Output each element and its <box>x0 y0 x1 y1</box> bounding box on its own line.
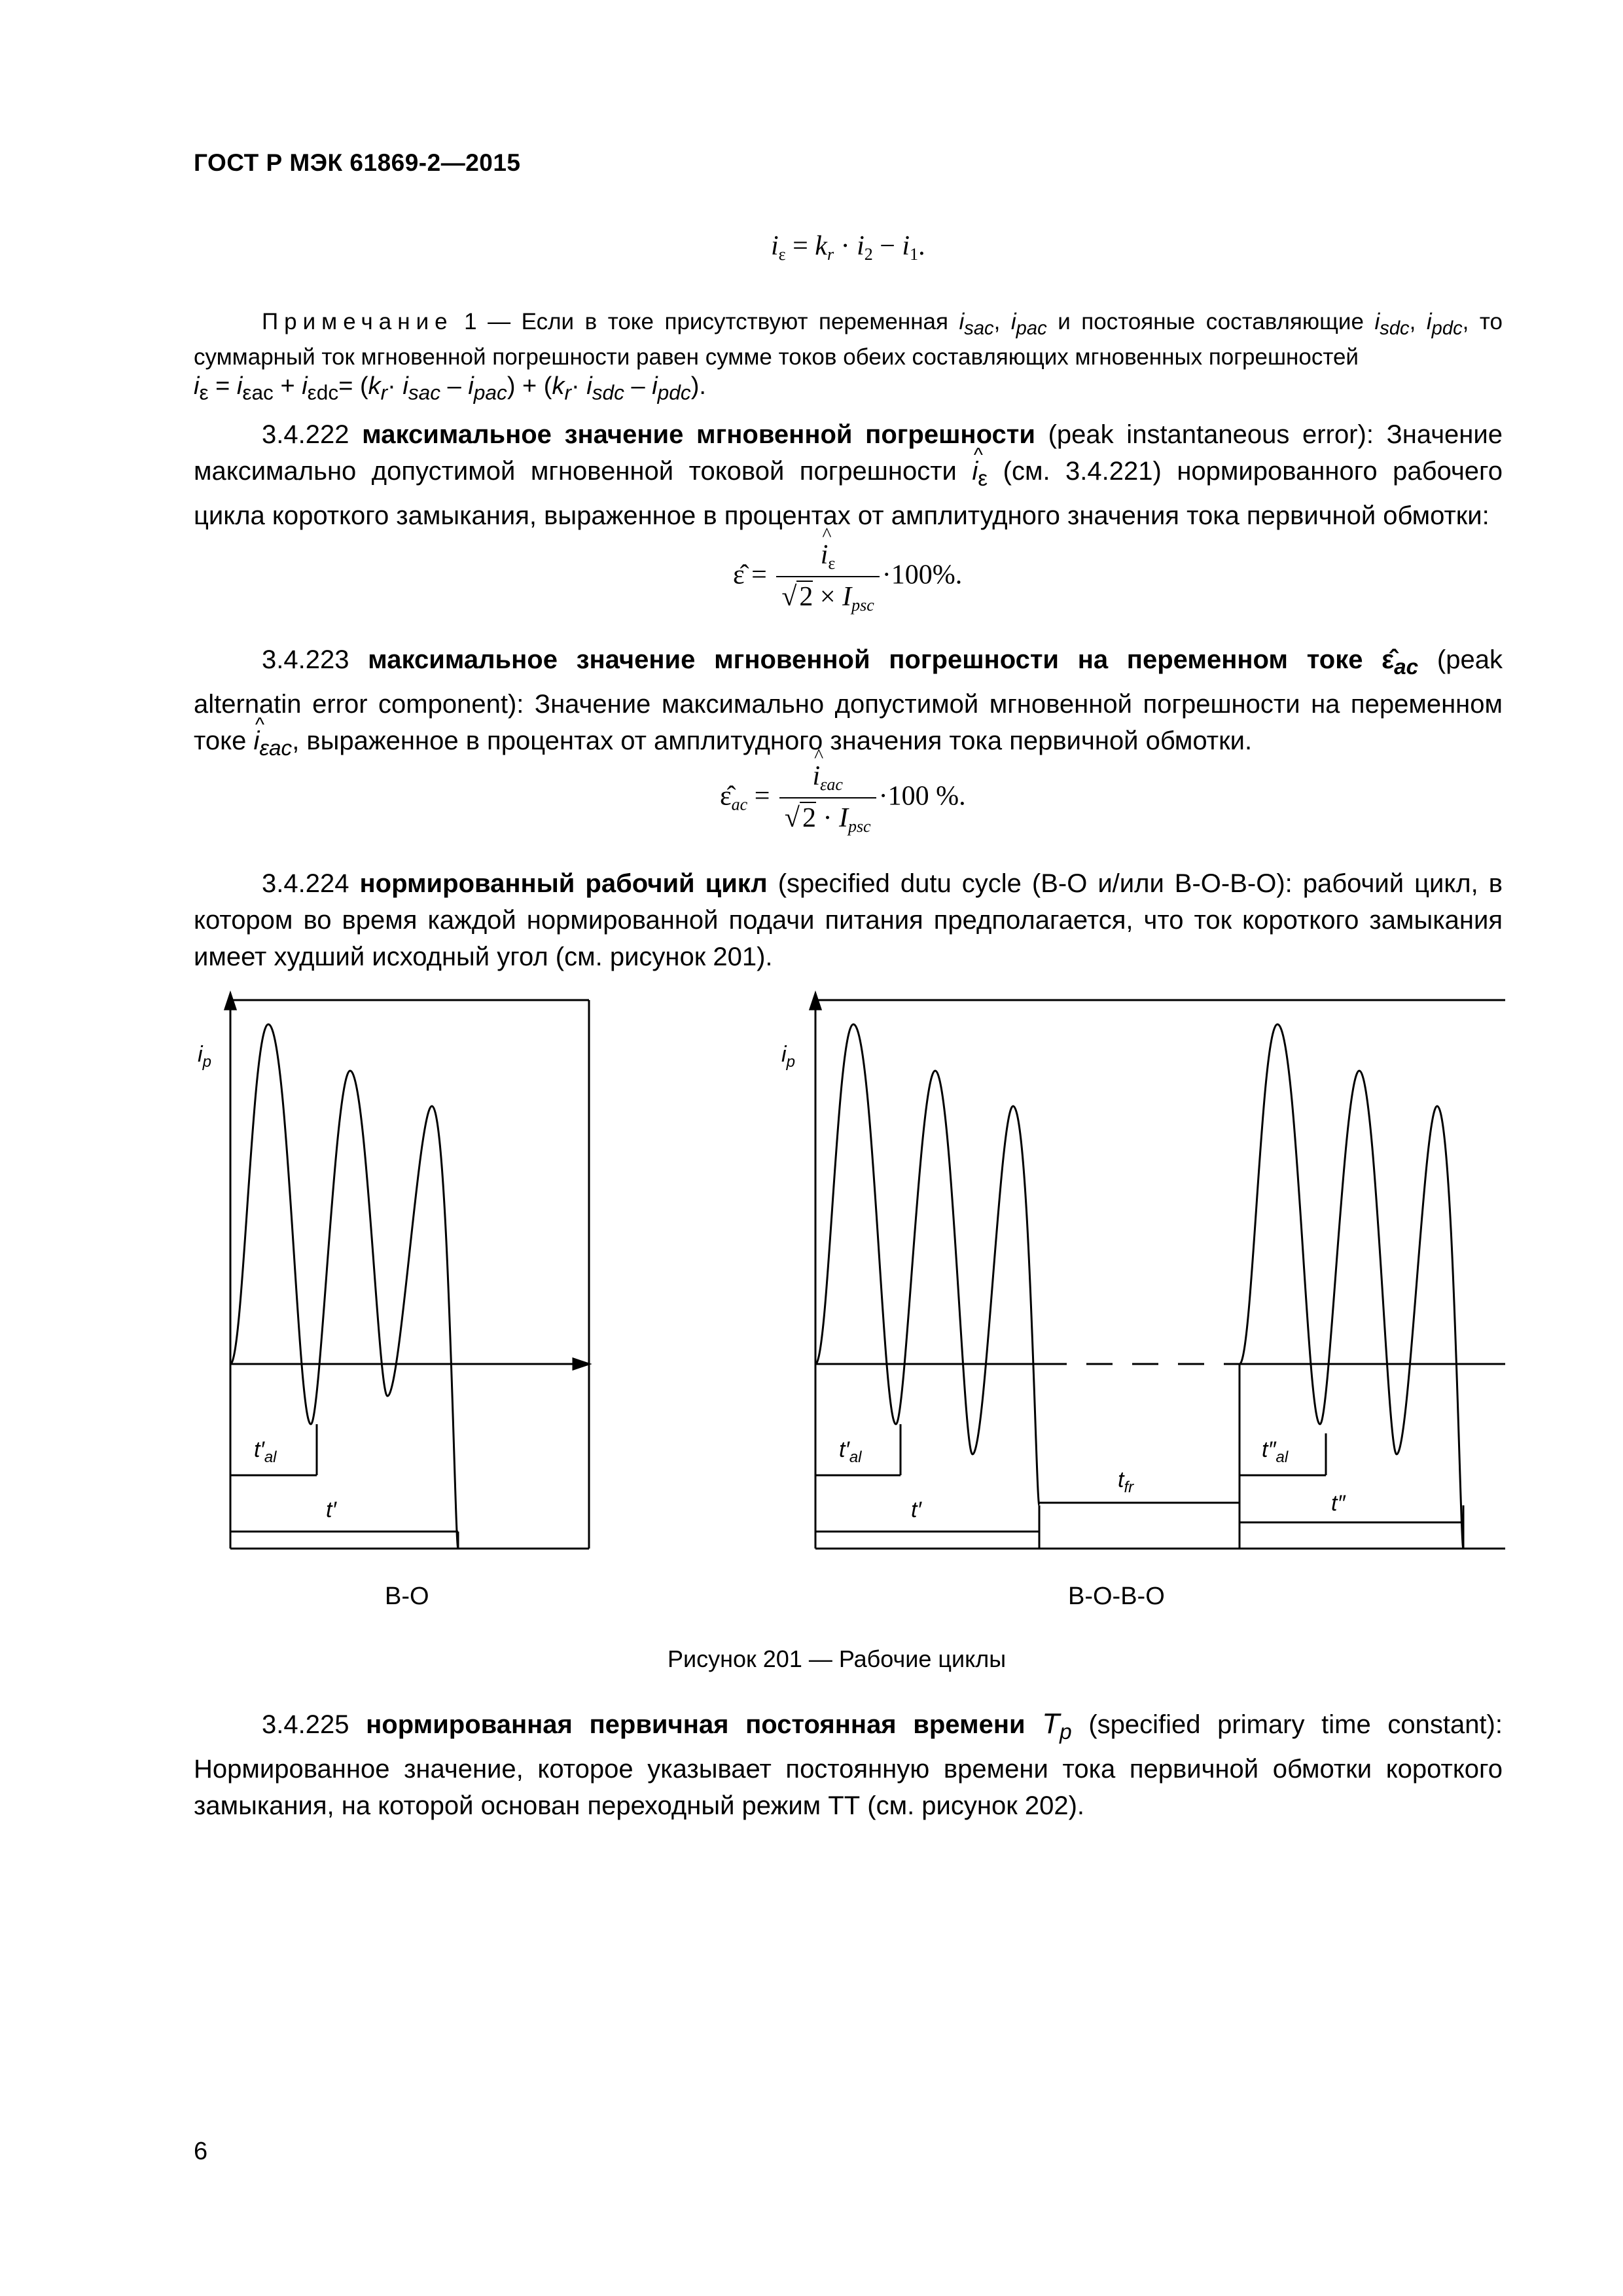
section-text-a: Значение максимально допустимой мгновенной погрешности на переменном токе <box>194 690 1503 755</box>
section-number: 3.4.225 <box>262 1710 349 1739</box>
formula-tail: ·100 %. <box>878 781 966 812</box>
section-3-4-225: 3.4.225 нормированная первичная постоянная времени $T_p$ (specified primary time constant): Нормированное значение, которое указывает постоянную времени тока первичной обмотки короткого замыкания, на которой основан переходный режим ТТ (см. рисунок 202). <box>194 1708 1503 1820</box>
label-t-al-left: $t'_{al}$ <box>254 1437 277 1466</box>
note-text-b: и постояные составляющие <box>1046 309 1375 334</box>
y-arrow-right <box>810 994 821 1009</box>
section-text-b: (см. 3.4.221) нормированного рабочего цикла короткого замыкания, выраженное в процентах от амплитудного значения тока первичной обмотки: <box>194 457 1503 530</box>
note-formula: $i_\varepsilon = i_{\varepsilon ac} + i_{\varepsilon dc}= (k_r\cdot i_{sac} - i_{pac}) + (k_r\cdot i_{sdc} - i_{pdc})$. <box>194 372 706 404</box>
label-t-prime-left: t′ <box>326 1498 336 1522</box>
formula-peak-ac-error: $\varepsilon̂_{ac}$ = ^ $\frac{i_{\varepsilon ac}}{√2 \cdot I_{psc}}$ ·100 %. <box>720 761 966 836</box>
term-english: (specified primary time constant): <box>1088 1710 1503 1739</box>
section-3-4-222: 3.4.222 максимальное значение мгновенной погрешности (peak instantaneous error): Значение максимально допустимой мгновенной токовой погрешности ^ $i_\varepsilon$ (см. 3.4.221) нормированного рабочего цикла короткого замыкания, выраженное в процентах от амплитудного значения тока первичной обмотки: <box>194 416 1503 534</box>
section-text-a: Значение максимально допустимой мгновенной токовой погрешности <box>194 420 1503 486</box>
section-number: 3.4.224 <box>262 869 349 898</box>
figure-caption: Рисунок 201 — Рабочие циклы <box>668 1645 1007 1672</box>
section-3-4-223: 3.4.223 максимальное значение мгновенной погрешности на переменном токе $\varepsilon̂_{ac}$ (peak alternatin error component): Значение максимально допустимой мгновенной погрешности на переменном токе ^ $i_{\varepsilon ac}$, выраженное в процентах от амплитудного значения тока первичной обмотки. <box>194 641 1503 767</box>
term: нормированный рабочий цикл <box>359 869 768 898</box>
label-t-prime-right: t′ <box>911 1498 921 1522</box>
x-arrow-left <box>573 1359 589 1369</box>
section-text: Нормированное значение, которое указывает постоянную времени тока первичной обмотки короткого замыкания, на которой основан переходный режим ТТ (см. рисунок 202). <box>194 1755 1503 1820</box>
label-t-al2: $t''_{al}$ <box>1262 1437 1289 1466</box>
note-text-c: то суммарный ток мгновенной погрешности равен сумме токов обеих составляющих мгновенных погрешностей <box>194 309 1503 370</box>
figure-left-label: В-О <box>385 1583 429 1610</box>
term-symbol: T <box>1042 1708 1060 1740</box>
formula-peak-error: ε̂ = ^ $\frac{i_\varepsilon}{√2 \times I_{psc}}$ ·100%. <box>733 539 962 615</box>
section-text: рабочий цикл, в котором во время каждой нормированной подачи питания предполагается, что ток короткого замыкания имеет худший исходный угол (см. рисунок 201). <box>194 869 1503 971</box>
formula-instant-error: $i_\varepsilon = k_r \cdot i_2 - i_1$. <box>771 231 925 264</box>
label-t-fr: $t_{fr}$ <box>1118 1467 1134 1496</box>
term: максимальное значение мгновенной погрешности на переменном токе <box>368 645 1363 674</box>
axis-label-ip-right: $i_p$ <box>781 1042 795 1071</box>
note-label: Примечание <box>262 309 454 334</box>
term-english: (peak alternatin error component): <box>194 645 1503 719</box>
waveform-left <box>230 1024 458 1549</box>
page-number: 6 <box>194 2138 208 2165</box>
term: максимальное значение мгновенной погрешности <box>362 420 1035 449</box>
axis-label-ip-left: $i_p$ <box>198 1042 211 1071</box>
note-text-a: — Если в токе присутствуют переменная <box>488 309 959 334</box>
term: нормированная первичная постоянная времени <box>366 1710 1026 1739</box>
section-number: 3.4.223 <box>262 645 349 674</box>
label-t-dprime: t″ <box>1331 1491 1346 1516</box>
label-t-al-right: $t'_{al}$ <box>839 1437 862 1466</box>
figure-right-label: В-О-В-О <box>1068 1583 1165 1610</box>
waveform-right-1 <box>815 1024 1039 1505</box>
term-english: (specified dutu cycle (В-О и/или В-О-В-О): <box>777 869 1293 898</box>
document-header: ГОСТ Р МЭК 61869-2—2015 <box>194 149 521 176</box>
formula-tail: ·100%. <box>882 560 963 590</box>
term-english: (peak instantaneous error): <box>1048 420 1374 449</box>
note-1: Примечание 1 — Если в токе присутствуют переменная $i_{sac}$, $i_{pac}$ и постояные составляющие $i_{sdc}$, $i_{pdc}$, то суммарный ток мгновенной погрешности равен сумме токов обеих составляющих мгновенных погрешностей $i_\varepsilon = i_{\varepsilon ac} + i_{\varepsilon dc}= (k_r\cdot i_{sac} - i_{pac}) + (k_r\cdot i_{sdc} - i_{pdc})$. <box>194 309 1503 404</box>
note-number: 1 <box>464 309 477 334</box>
y-arrow-left <box>225 994 236 1009</box>
section-number: 3.4.222 <box>262 420 349 449</box>
waveform-right-2 <box>1240 1024 1463 1549</box>
section-text-b: , выраженное в процентах от амплитудного значения тока первичной обмотки. <box>292 726 1253 755</box>
